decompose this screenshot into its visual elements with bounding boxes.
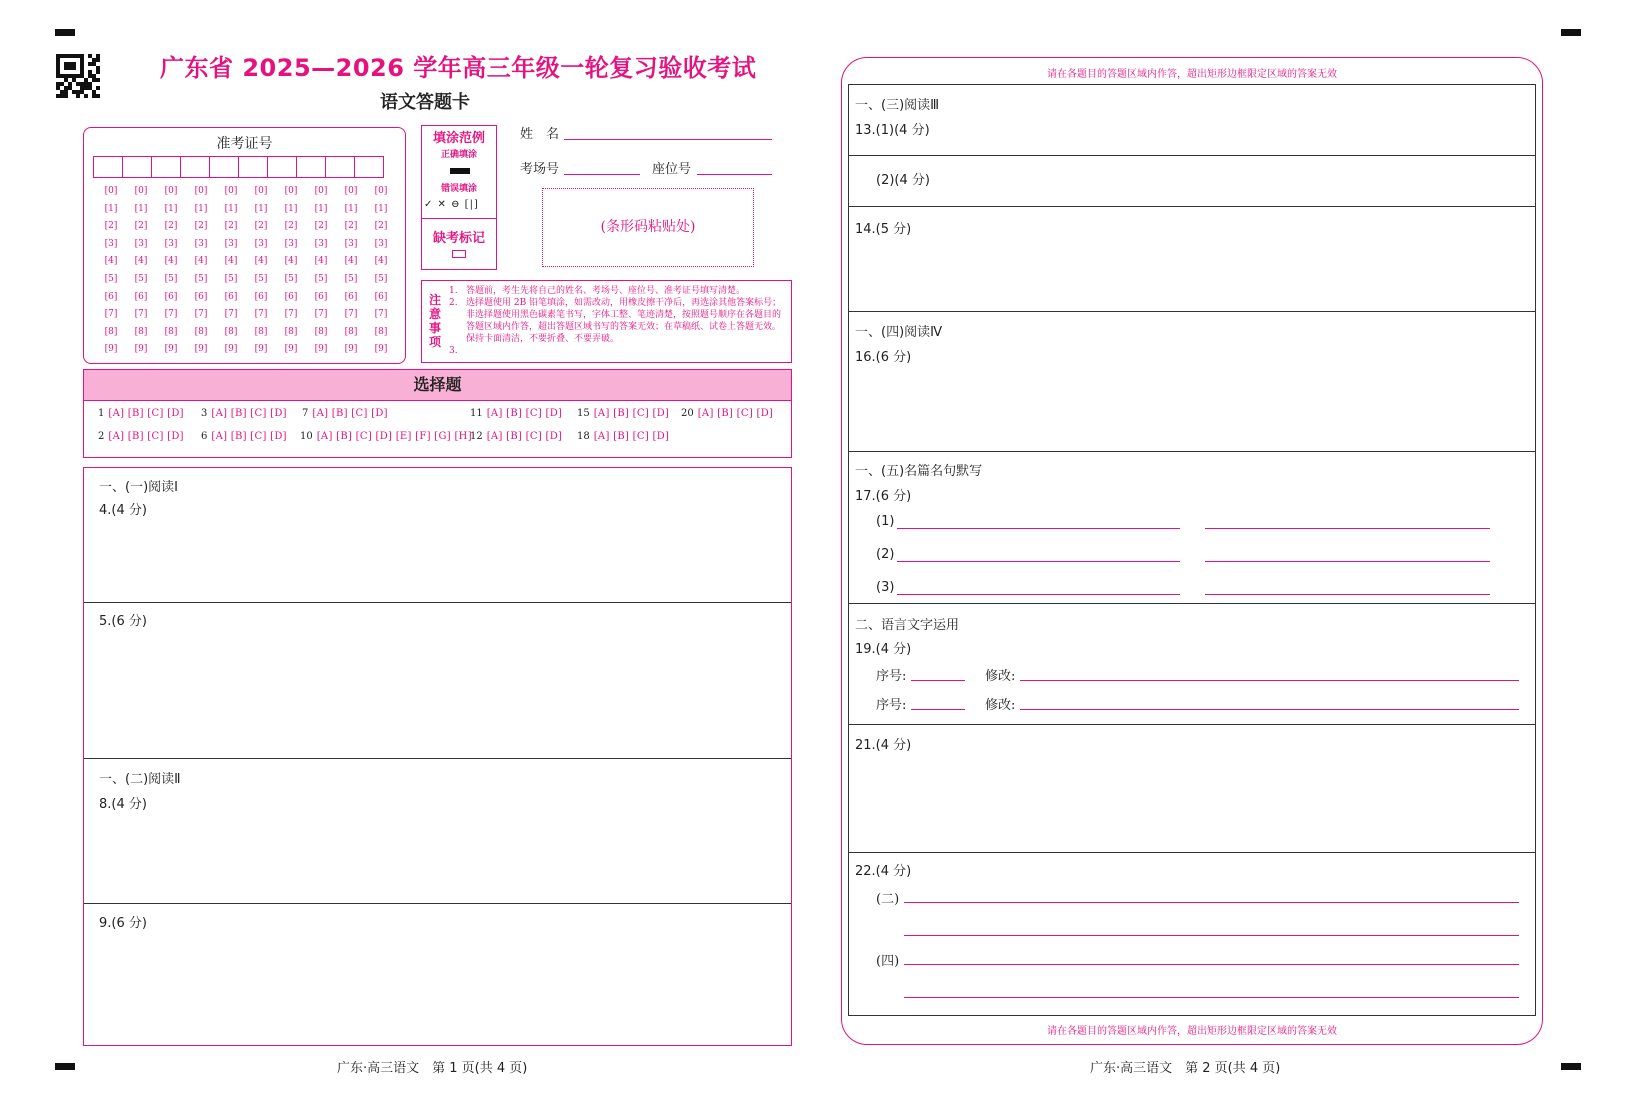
page2-warning-bottom: 请在各题目的答题区域内作答，超出矩形边框限定区域的答案无效 bbox=[1047, 1026, 1337, 1037]
id-bubble[interactable]: [3] bbox=[254, 238, 268, 249]
id-bubble[interactable]: [5] bbox=[164, 273, 178, 284]
choice-question-3[interactable]: 3 [A] [B] [C] [D] bbox=[201, 408, 287, 419]
id-bubble[interactable]: [6] bbox=[224, 291, 238, 302]
id-bubble[interactable]: [9] bbox=[164, 344, 178, 355]
id-bubble[interactable]: [8] bbox=[134, 326, 148, 337]
id-bubble[interactable]: [4] bbox=[134, 256, 148, 267]
q22-part-2-label: (二) bbox=[876, 892, 900, 907]
choice-question-18[interactable]: 18 [A] [B] [C] [D] bbox=[577, 431, 670, 442]
order-field-1[interactable] bbox=[911, 680, 965, 681]
id-bubble[interactable]: [0] bbox=[224, 186, 238, 196]
id-bubble[interactable]: [1] bbox=[104, 203, 118, 214]
id-bubble[interactable]: [8] bbox=[344, 326, 358, 337]
wrong-fill-samples: ✓ ✕ ⊖ [|] bbox=[424, 199, 479, 210]
id-bubble[interactable]: [3] bbox=[194, 238, 208, 249]
section-reading-2: 一、(二)阅读Ⅱ bbox=[99, 772, 181, 787]
q9-label: 9.(6 分) bbox=[99, 916, 147, 931]
page2-footer: 广东·高三语文 第 2 页(共 4 页) bbox=[1090, 1061, 1281, 1076]
id-bubble[interactable]: [1] bbox=[284, 203, 298, 214]
name-field[interactable] bbox=[564, 126, 772, 140]
id-bubble[interactable]: [4] bbox=[374, 256, 388, 267]
q4-label: 4.(4 分) bbox=[99, 503, 147, 518]
choice-question-2[interactable]: 2 [A] [B] [C] [D] bbox=[98, 431, 184, 442]
id-bubble[interactable]: [2] bbox=[224, 221, 238, 232]
fill-example-box bbox=[421, 125, 497, 270]
section-language-use: 二、语言文字运用 bbox=[855, 618, 960, 633]
id-bubble[interactable]: [8] bbox=[164, 326, 178, 337]
section-reading-3: 一、(三)阅读Ⅲ bbox=[855, 98, 940, 113]
section-recitation: 一、(五)名篇名句默写 bbox=[855, 464, 983, 479]
notes-box bbox=[421, 280, 792, 363]
id-bubble[interactable]: [7] bbox=[254, 309, 268, 320]
id-bubble[interactable]: [0] bbox=[194, 186, 208, 196]
id-bubble[interactable]: [4] bbox=[224, 256, 238, 267]
page1-footer: 广东·高三语文 第 1 页(共 4 页) bbox=[337, 1061, 528, 1076]
id-bubble[interactable]: [7] bbox=[344, 309, 358, 320]
choice-question-10[interactable]: 10 [A] [B] [C] [D] [E] [F] [G] [H] bbox=[300, 431, 472, 442]
id-bubble[interactable]: [0] bbox=[374, 186, 388, 196]
seat-label: 座位号 bbox=[652, 162, 692, 177]
room-field[interactable] bbox=[564, 161, 640, 175]
id-bubble[interactable]: [5] bbox=[374, 273, 388, 284]
id-bubble[interactable]: [7] bbox=[284, 309, 298, 320]
id-bubble[interactable]: [5] bbox=[134, 273, 148, 284]
q8-label: 8.(4 分) bbox=[99, 797, 147, 812]
id-bubble[interactable]: [9] bbox=[344, 344, 358, 355]
id-bubble[interactable]: [1] bbox=[374, 203, 388, 214]
id-bubble[interactable]: [3] bbox=[224, 238, 238, 249]
q19-label: 19.(4 分) bbox=[855, 642, 912, 657]
choice-question-15[interactable]: 15 [A] [B] [C] [D] bbox=[577, 408, 670, 419]
exam-title: 广东省 2025—2026 学年高三年级一轮复习验收考试 bbox=[160, 54, 757, 82]
id-bubble[interactable]: [5] bbox=[224, 273, 238, 284]
q13-1-answer-area[interactable] bbox=[849, 136, 1535, 154]
id-bubble[interactable]: [9] bbox=[254, 344, 268, 355]
choice-question-6[interactable]: 6 [A] [B] [C] [D] bbox=[201, 431, 287, 442]
id-bubble[interactable]: [7] bbox=[224, 309, 238, 320]
student-id-label: 准考证号 bbox=[216, 136, 273, 152]
id-bubble[interactable]: [0] bbox=[284, 186, 298, 196]
order-field-2[interactable] bbox=[911, 709, 965, 710]
id-bubble[interactable]: [9] bbox=[374, 344, 388, 355]
id-bubble[interactable]: [4] bbox=[284, 256, 298, 267]
student-id-bubbles[interactable] bbox=[96, 186, 396, 362]
id-bubble[interactable]: [8] bbox=[194, 326, 208, 337]
id-bubble[interactable]: [2] bbox=[164, 221, 178, 232]
correct-fill-sample bbox=[450, 168, 470, 174]
id-bubble[interactable]: [8] bbox=[314, 326, 328, 337]
id-bubble[interactable]: [9] bbox=[104, 344, 118, 355]
id-bubble[interactable]: [0] bbox=[104, 186, 118, 196]
registration-mark bbox=[55, 29, 75, 36]
order-label-1: 序号: bbox=[876, 669, 907, 684]
id-bubble[interactable]: [8] bbox=[254, 326, 268, 337]
q22-part-2-line-1[interactable] bbox=[904, 902, 1519, 903]
id-bubble[interactable]: [5] bbox=[104, 273, 118, 284]
id-bubble[interactable]: [5] bbox=[284, 273, 298, 284]
wrong-fill-label: 错误填涂 bbox=[440, 184, 477, 194]
id-bubble[interactable]: [0] bbox=[314, 186, 328, 196]
id-bubble[interactable]: [3] bbox=[374, 238, 388, 249]
id-bubble[interactable]: [6] bbox=[254, 291, 268, 302]
id-bubble[interactable]: [1] bbox=[344, 203, 358, 214]
choice-question-20[interactable]: 20 [A] [B] [C] [D] bbox=[681, 408, 774, 419]
id-bubble[interactable]: [5] bbox=[194, 273, 208, 284]
id-bubble[interactable]: [4] bbox=[194, 256, 208, 267]
room-label: 考场号 bbox=[520, 162, 560, 177]
fill-example-title: 填涂范例 bbox=[432, 131, 485, 146]
notes-numbers: 1. 2. 3. bbox=[449, 286, 458, 356]
q4-answer-area[interactable] bbox=[84, 515, 791, 600]
q22-part-4-line-1[interactable] bbox=[904, 964, 1519, 965]
id-bubble[interactable]: [7] bbox=[374, 309, 388, 320]
id-bubble[interactable]: [7] bbox=[164, 309, 178, 320]
q9-answer-area[interactable] bbox=[84, 930, 791, 1044]
blank-3b-line[interactable] bbox=[1205, 594, 1490, 595]
q22-part-4-line-2[interactable] bbox=[904, 997, 1519, 998]
q14-label: 14.(5 分) bbox=[855, 222, 912, 237]
id-bubble[interactable]: [8] bbox=[284, 326, 298, 337]
id-bubble[interactable]: [7] bbox=[134, 309, 148, 320]
id-bubble[interactable]: [0] bbox=[344, 186, 358, 196]
id-bubble[interactable]: [1] bbox=[164, 203, 178, 214]
blank-3a-line[interactable] bbox=[897, 594, 1180, 595]
id-bubble[interactable]: [1] bbox=[224, 203, 238, 214]
order-label-2: 序号: bbox=[876, 698, 907, 713]
id-bubble[interactable]: [6] bbox=[344, 291, 358, 302]
choice-question-1[interactable]: 1 [A] [B] [C] [D] bbox=[98, 408, 184, 419]
student-id-box bbox=[83, 127, 406, 364]
q14-answer-area[interactable] bbox=[849, 236, 1535, 308]
id-bubble[interactable]: [9] bbox=[284, 344, 298, 355]
id-bubble[interactable]: [0] bbox=[164, 186, 178, 196]
q22-part-2-line-2[interactable] bbox=[904, 935, 1519, 936]
id-bubble[interactable]: [2] bbox=[254, 221, 268, 232]
q5-answer-area[interactable] bbox=[84, 628, 791, 756]
id-bubble[interactable]: [8] bbox=[374, 326, 388, 337]
edit-field-1[interactable] bbox=[1020, 680, 1519, 681]
q5-label: 5.(6 分) bbox=[99, 614, 147, 629]
blank-1-label: (1) bbox=[876, 514, 895, 529]
q22-part-4-label: (四) bbox=[876, 954, 900, 969]
seat-field[interactable] bbox=[697, 161, 772, 175]
id-bubble[interactable]: [6] bbox=[374, 291, 388, 302]
section-reading-4: 一、(四)阅读Ⅳ bbox=[855, 325, 943, 340]
id-bubble[interactable]: [6] bbox=[164, 291, 178, 302]
id-bubble[interactable]: [6] bbox=[104, 291, 118, 302]
id-bubble[interactable]: [6] bbox=[284, 291, 298, 302]
id-bubble[interactable]: [4] bbox=[164, 256, 178, 267]
id-bubble[interactable]: [5] bbox=[344, 273, 358, 284]
id-bubble[interactable]: [2] bbox=[104, 221, 118, 232]
note-item: 保持卡面清洁，不要折叠、不要弄破。 bbox=[466, 334, 620, 344]
q21-label: 21.(4 分) bbox=[855, 738, 912, 753]
id-bubble[interactable]: [4] bbox=[254, 256, 268, 267]
section-reading-1: 一、(一)阅读Ⅰ bbox=[99, 480, 178, 495]
blank-1b-line[interactable] bbox=[1205, 528, 1490, 529]
id-bubble[interactable]: [6] bbox=[194, 291, 208, 302]
edit-field-2[interactable] bbox=[1020, 709, 1519, 710]
note-item: 选择题使用 2B 铅笔填涂，如需改动，用橡皮擦干净后，再选涂其他答案标号；非选择题使用黑色碳素笔书写，字体工整、笔迹清楚，按照题号顺序在各题目的答题区域内作答，超出答题区域书写的答案无效；在草稿纸、试卷上答题无效。 bbox=[466, 298, 782, 332]
qr-code-icon bbox=[56, 54, 100, 98]
q22-label: 22.(4 分) bbox=[855, 864, 912, 879]
id-bubble[interactable]: [5] bbox=[314, 273, 328, 284]
id-bubble[interactable]: [1] bbox=[254, 203, 268, 214]
page2-answer-area bbox=[848, 84, 1536, 1016]
q16-answer-area[interactable] bbox=[849, 363, 1535, 449]
id-bubble[interactable]: [1] bbox=[314, 203, 328, 214]
blank-2-label: (2) bbox=[876, 547, 895, 562]
id-bubble[interactable]: [3] bbox=[164, 238, 178, 249]
id-bubble[interactable]: [2] bbox=[374, 221, 388, 232]
id-bubble[interactable]: [2] bbox=[344, 221, 358, 232]
id-bubble[interactable]: [7] bbox=[314, 309, 328, 320]
id-bubble[interactable]: [0] bbox=[254, 186, 268, 196]
q17-label: 17.(6 分) bbox=[855, 489, 912, 504]
blank-3-label: (3) bbox=[876, 580, 895, 595]
absent-mark-checkbox[interactable] bbox=[452, 250, 466, 258]
id-bubble[interactable]: [4] bbox=[314, 256, 328, 267]
id-bubble[interactable]: [8] bbox=[104, 326, 118, 337]
id-bubble[interactable]: [4] bbox=[104, 256, 118, 267]
id-bubble[interactable]: [6] bbox=[134, 291, 148, 302]
id-bubble[interactable]: [0] bbox=[134, 186, 148, 196]
id-bubble[interactable]: [9] bbox=[134, 344, 148, 355]
id-bubble[interactable]: [3] bbox=[104, 238, 118, 249]
name-label: 姓 名 bbox=[520, 127, 560, 142]
q13-2-label: (2)(4 分) bbox=[876, 173, 930, 188]
id-bubble[interactable]: [3] bbox=[314, 238, 328, 249]
absent-mark-label: 缺考标记 bbox=[432, 231, 485, 246]
id-bubble[interactable]: [2] bbox=[194, 221, 208, 232]
id-bubble[interactable]: [3] bbox=[134, 238, 148, 249]
id-bubble[interactable]: [9] bbox=[224, 344, 238, 355]
id-bubble[interactable]: [8] bbox=[224, 326, 238, 337]
id-bubble[interactable]: [2] bbox=[284, 221, 298, 232]
registration-mark bbox=[1561, 1063, 1581, 1070]
id-bubble[interactable]: [3] bbox=[284, 238, 298, 249]
blank-1a-line[interactable] bbox=[897, 528, 1180, 529]
q16-label: 16.(6 分) bbox=[855, 350, 912, 365]
id-bubble[interactable]: [7] bbox=[194, 309, 208, 320]
registration-mark bbox=[1561, 29, 1581, 36]
barcode-area: (条形码粘贴处) bbox=[542, 188, 754, 267]
id-bubble[interactable]: [9] bbox=[314, 344, 328, 355]
notes-text bbox=[466, 285, 788, 345]
choice-title: 选择题 bbox=[84, 370, 791, 401]
q8-answer-area[interactable] bbox=[84, 810, 791, 900]
id-bubble[interactable]: [2] bbox=[134, 221, 148, 232]
id-bubble[interactable]: [4] bbox=[344, 256, 358, 267]
choice-question-7[interactable]: 7 [A] [B] [C] [D] bbox=[302, 408, 388, 419]
id-bubble[interactable]: [3] bbox=[344, 238, 358, 249]
q21-answer-area[interactable] bbox=[849, 752, 1535, 847]
id-bubble[interactable]: [1] bbox=[194, 203, 208, 214]
blank-2b-line[interactable] bbox=[1205, 561, 1490, 562]
id-bubble[interactable]: [5] bbox=[254, 273, 268, 284]
choice-question-12[interactable]: 12 [A] [B] [C] [D] bbox=[470, 431, 563, 442]
student-id-cells[interactable] bbox=[93, 156, 383, 178]
id-bubble[interactable]: [9] bbox=[194, 344, 208, 355]
id-bubble[interactable]: [6] bbox=[314, 291, 328, 302]
blank-2a-line[interactable] bbox=[897, 561, 1180, 562]
choice-question-11[interactable]: 11 [A] [B] [C] [D] bbox=[470, 408, 563, 419]
registration-mark bbox=[55, 1063, 75, 1070]
correct-fill-label: 正确填涂 bbox=[440, 150, 477, 160]
notes-heading: 注意事项 bbox=[428, 293, 441, 349]
edit-label-2: 修改: bbox=[985, 698, 1016, 713]
id-bubble[interactable]: [2] bbox=[314, 221, 328, 232]
edit-label-1: 修改: bbox=[985, 669, 1016, 684]
id-bubble[interactable]: [7] bbox=[104, 309, 118, 320]
note-item: 答题前，考生先将自己的姓名、考场号、座位号、准考证号填写清楚。 bbox=[466, 286, 746, 296]
q13-1-label: 13.(1)(4 分) bbox=[855, 123, 930, 138]
card-subtitle: 语文答题卡 bbox=[380, 92, 470, 113]
id-bubble[interactable]: [1] bbox=[134, 203, 148, 214]
page2-warning-top: 请在各题目的答题区域内作答，超出矩形边框限定区域的答案无效 bbox=[1047, 69, 1337, 80]
